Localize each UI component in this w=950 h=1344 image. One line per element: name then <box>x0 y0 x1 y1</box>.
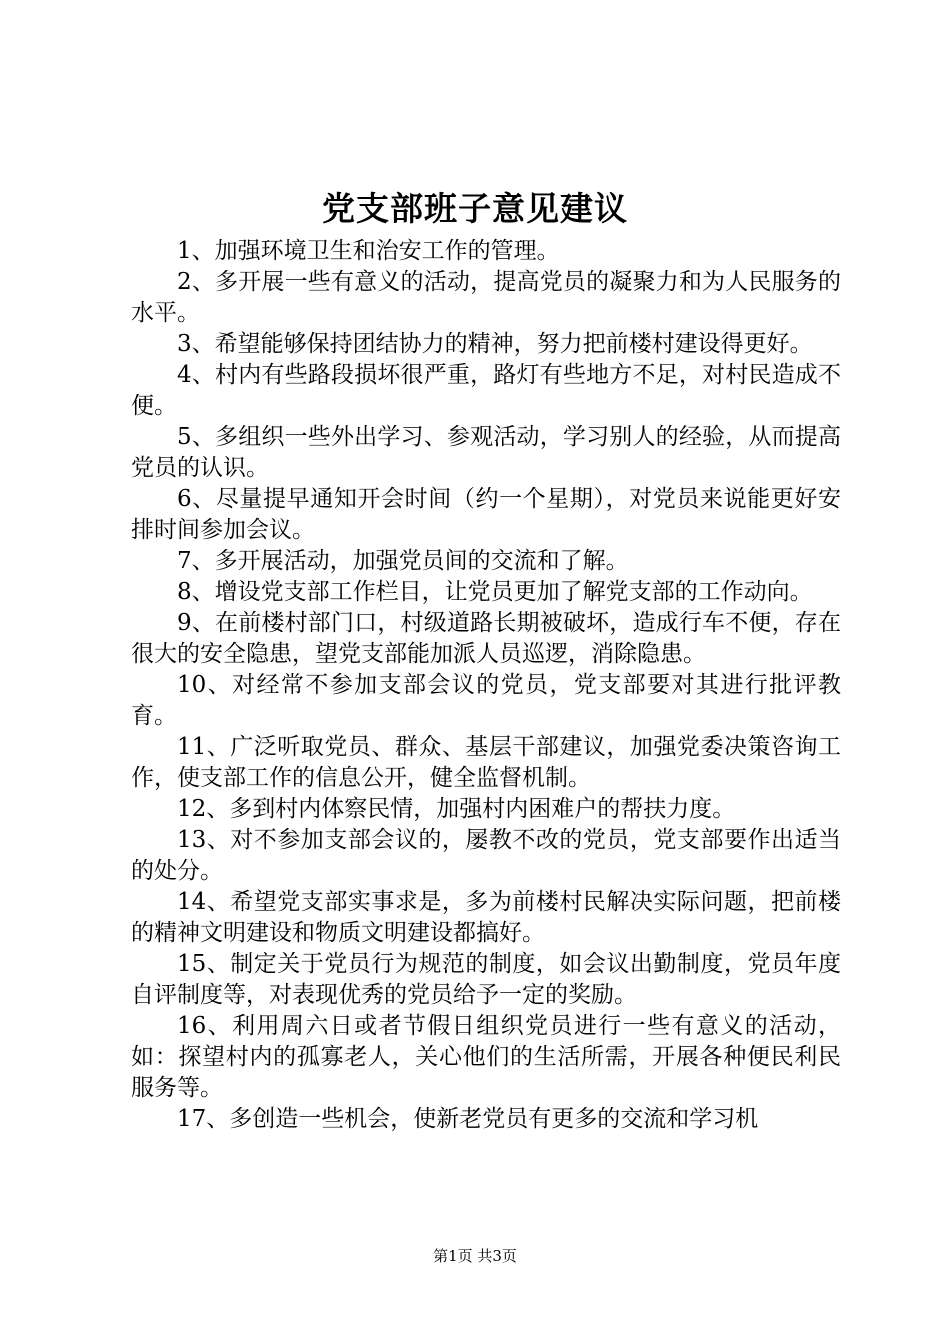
paragraph-7: 7、多开展活动，加强党员间的交流和了解。 <box>177 548 629 574</box>
paragraph-15: 15、制定关于党员行为规范的制度，如会议出勤制度，党员年度自评制度等，对表现优秀的党员给予一定的奖励。 <box>131 951 841 1008</box>
paragraph-13: 13、对不参加支部会议的，屡教不改的党员，党支部要作出适当的处分。 <box>131 827 841 884</box>
paragraph-9: 9、在前楼村部门口，村级道路长期被破坏，造成行车不便，存在很大的安全隐患，望党支部能加派人员巡逻，消除隐患。 <box>131 610 841 667</box>
page-footer: 第1页 共3页 <box>433 1247 517 1265</box>
paragraph-1: 1、加强环境卫生和治安工作的管理。 <box>177 238 560 264</box>
paragraph-5: 5、多组织一些外出学习、参观活动，学习别人的经验，从而提高党员的认识。 <box>131 424 841 481</box>
paragraph-8: 8、增设党支部工作栏目，让党员更加了解党支部的工作动向。 <box>177 579 813 605</box>
paragraph-16: 16、利用周六日或者节假日组织党员进行一些有意义的活动，如：探望村内的孤寡老人，关心他们的生活所需，开展各种便民利民服务等。 <box>131 1013 841 1101</box>
paragraph-4: 4、村内有些路段损坏很严重，路灯有些地方不足，对村民造成不便。 <box>131 362 841 419</box>
paragraph-14: 14、希望党支部实事求是，多为前楼村民解决实际问题，把前楼的精神文明建设和物质文明建设都搞好。 <box>131 889 841 946</box>
paragraph-17: 17、多创造一些机会，使新老党员有更多的交流和学习机 <box>177 1106 759 1132</box>
paragraph-2: 2、多开展一些有意义的活动，提高党员的凝聚力和为人民服务的水平。 <box>131 269 841 326</box>
paragraph-12: 12、多到村内体察民情，加强村内困难户的帮扶力度。 <box>177 796 736 822</box>
paragraph-3: 3、希望能够保持团结协力的精神，努力把前楼村建设得更好。 <box>177 331 813 357</box>
paragraph-10: 10、对经常不参加支部会议的党员，党支部要对其进行批评教育。 <box>131 672 841 729</box>
document-body <box>131 236 841 1135</box>
document-title: 党支部班子意见建议 <box>322 189 628 228</box>
paragraph-11: 11、广泛听取党员、群众、基层干部建议，加强党委决策咨询工作，使支部工作的信息公开，健全监督机制。 <box>131 734 841 791</box>
paragraph-6: 6、尽量提早通知开会时间（约一个星期），对党员来说能更好安排时间参加会议。 <box>131 486 841 543</box>
